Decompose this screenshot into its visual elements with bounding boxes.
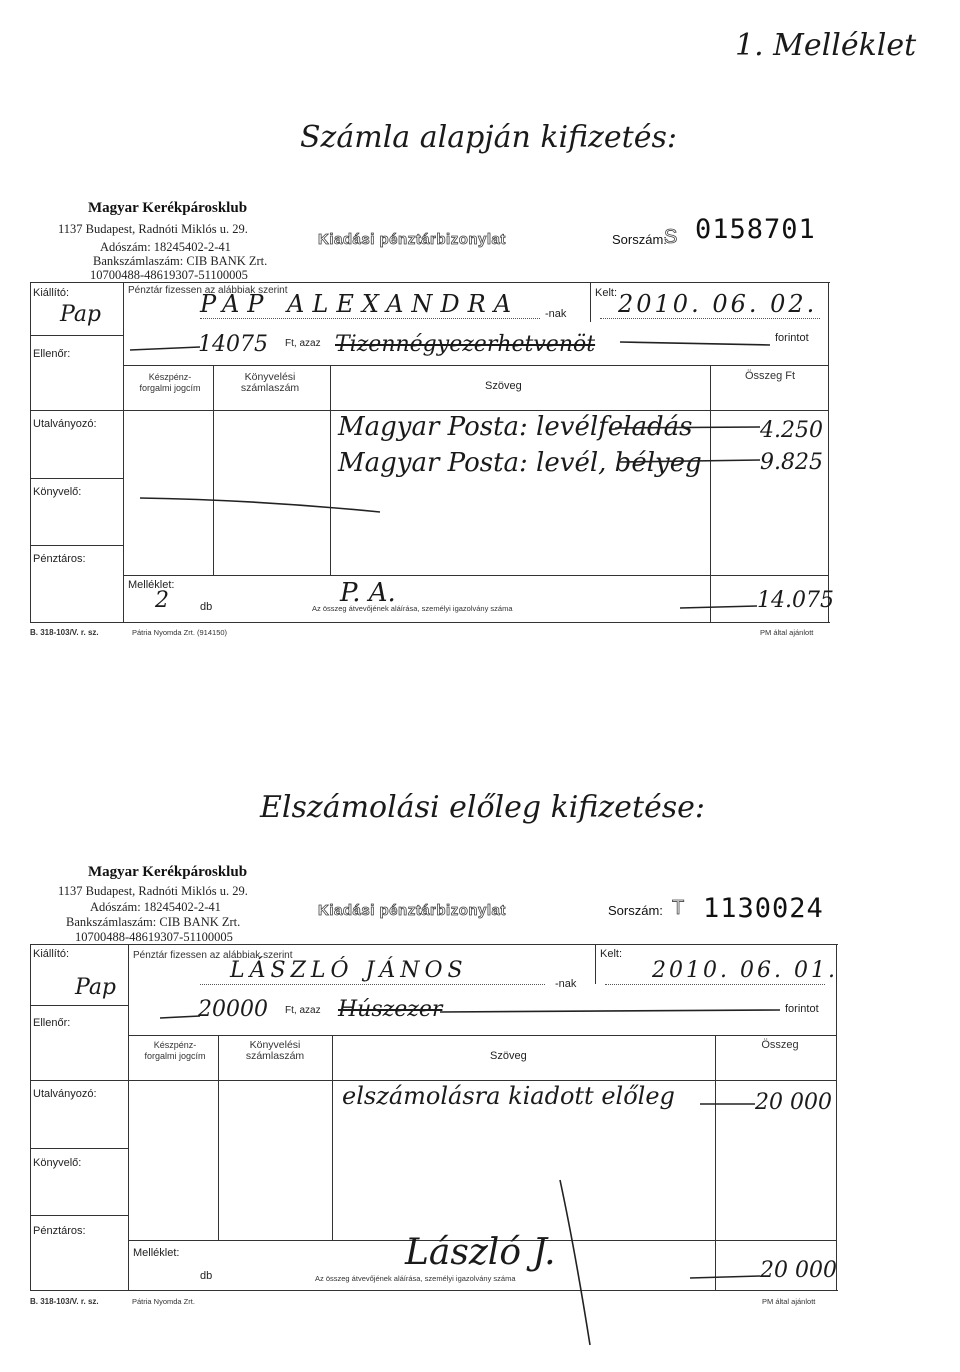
serial-label: Sorszám:	[612, 232, 667, 247]
attach-count: 2	[155, 588, 169, 613]
pm-note: PM által ajánlott	[760, 628, 814, 637]
serial-label: Sorszám:	[608, 903, 663, 918]
payee-name: PAP ALEXANDRA	[200, 290, 520, 318]
voucher-title: Kiadási pénztárbizonylat	[318, 902, 506, 919]
form-code: B. 318-103/V. r. sz.	[30, 628, 99, 637]
col-account-no: Könyvelési számlaszám	[245, 1039, 305, 1062]
heading-invoice-payment: Számla alapján kifizetés:	[300, 120, 677, 155]
item-1-text: Magyar Posta: levélfeladás	[338, 412, 693, 442]
club-name: Magyar Kerékpárosklub	[88, 864, 248, 880]
item-1-amount: 20 000	[755, 1090, 832, 1115]
item-1-text: elszámolásra kiadott előleg	[342, 1082, 675, 1110]
serial-letter: T	[672, 897, 685, 919]
date-label: Kelt:	[595, 287, 618, 299]
club-bank-no: 10700488-48619307-51100005	[75, 930, 233, 944]
club-bank: Bankszámlaszám: CIB BANK Zrt.	[93, 254, 268, 268]
cashier-label: Pénztáros:	[33, 1225, 86, 1237]
col-sum: Összeg	[761, 1039, 799, 1051]
item-2-amount: 9.825	[760, 450, 823, 475]
amount-figures: 14075	[198, 332, 268, 357]
form-code: B. 318-103/V. r. sz.	[30, 1297, 99, 1306]
issue-date: 2010. 06. 02.	[618, 290, 818, 318]
printer-name: Pátria Nyomda Zrt.	[132, 1297, 195, 1306]
pm-note: PM által ajánlott	[762, 1297, 816, 1306]
total-amount: 20 000	[760, 1258, 837, 1283]
club-tax-no: Adószám: 18245402-2-41	[100, 240, 231, 254]
amount-figures: 20000	[198, 997, 268, 1022]
receipt-text: Az összeg átvevőjének aláírása, személyi igazolvány száma	[315, 1274, 516, 1283]
amount-in-words: Tizennégyezerhetvenöt	[335, 332, 596, 357]
club-name: Magyar Kerékpárosklub	[88, 200, 248, 216]
receipt-text: Az összeg átvevőjének aláírása, személyi igazolvány száma	[312, 604, 513, 613]
attach-unit: db	[200, 1270, 213, 1282]
issuer-signature: Pap	[75, 975, 117, 1000]
receiver-signature: László J.	[405, 1232, 556, 1273]
bookkeeper-label: Könyvelő:	[33, 1157, 82, 1169]
col-text: Szöveg	[490, 1050, 527, 1062]
printer-name: Pátria Nyomda Zrt. (914150)	[132, 628, 228, 637]
col-account-no: Könyvelési számlaszám	[240, 371, 300, 394]
serial-letter: S	[664, 226, 678, 248]
col-sum: Összeg Ft	[744, 370, 796, 382]
checker-label: Ellenőr:	[33, 1017, 71, 1029]
heading-advance-payment: Elszámolási előleg kifizetése:	[260, 790, 706, 825]
amount-in-words: Húszezer	[338, 997, 443, 1022]
issuer-label: Kiállító:	[33, 948, 70, 960]
ft-azaz: Ft, azaz	[285, 338, 321, 349]
serial-number: 0158701	[695, 214, 816, 245]
annex-note: 1. Melléklet	[735, 28, 917, 63]
col-text: Szöveg	[485, 380, 522, 392]
pay-instruction: Pénztár fizessen az alábbiak szerint	[133, 950, 293, 961]
item-2-text: Magyar Posta: levél, bélyeg	[338, 448, 702, 478]
club-address: 1137 Budapest, Radnóti Miklós u. 29.	[58, 222, 248, 236]
forintot-label: forintot	[775, 332, 809, 344]
issuer-signature: Pap	[60, 302, 102, 327]
nak-suffix: -nak	[545, 308, 567, 320]
club-bank-no: 10700488-48619307-51100005	[90, 268, 248, 282]
club-bank: Bankszámlaszám: CIB BANK Zrt.	[66, 915, 241, 929]
pay-instruction: Pénztár fizessen az alábbiak szerint	[128, 285, 288, 296]
receiver-signature: P. A.	[340, 578, 396, 608]
bookkeeper-label: Könyvelő:	[33, 486, 82, 498]
attach-label: Melléklet:	[133, 1247, 180, 1259]
serial-number: 1130024	[703, 893, 824, 924]
date-label: Kelt:	[600, 948, 623, 960]
approver-label: Utalványozó:	[33, 1088, 97, 1100]
col-cash-code: Készpénz-forgalmi jogcím	[139, 372, 201, 393]
cashier-label: Pénztáros:	[33, 553, 86, 565]
voucher-title: Kiadási pénztárbizonylat	[318, 231, 506, 248]
payee-name: LÁSZLÓ JÁNOS	[230, 958, 468, 983]
approver-label: Utalványozó:	[33, 418, 97, 430]
attach-unit: db	[200, 601, 213, 613]
checker-label: Ellenőr:	[33, 348, 71, 360]
col-cash-code: Készpénz-forgalmi jogcím	[144, 1040, 206, 1061]
forintot-label: forintot	[785, 1003, 819, 1015]
item-1-amount: 4.250	[760, 418, 823, 443]
nak-suffix: -nak	[555, 978, 577, 990]
issuer-label: Kiállító:	[33, 287, 70, 299]
ft-azaz: Ft, azaz	[285, 1005, 321, 1016]
total-amount: 14.075	[757, 588, 834, 613]
attach-label: Melléklet:	[128, 579, 175, 591]
club-address: 1137 Budapest, Radnóti Miklós u. 29.	[58, 884, 248, 898]
club-tax-no: Adószám: 18245402-2-41	[90, 900, 221, 914]
issue-date: 2010. 06. 01.	[652, 958, 838, 983]
